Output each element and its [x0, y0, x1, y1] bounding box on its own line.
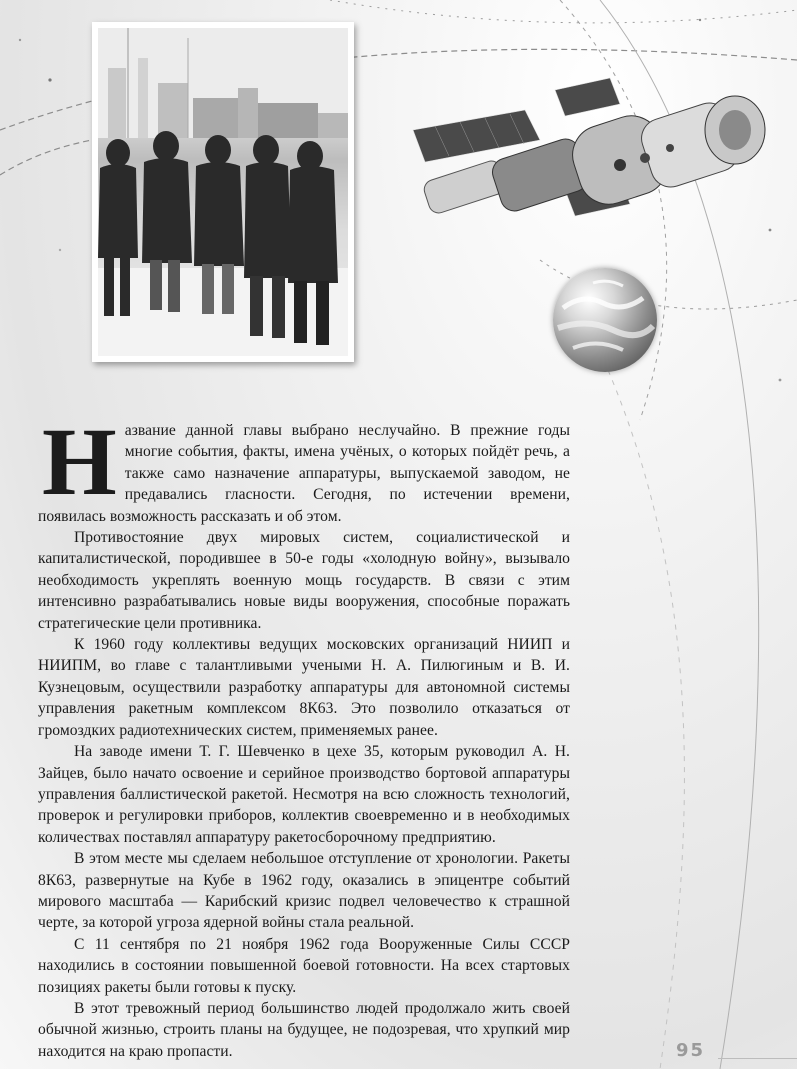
- paragraph-text: азвание данной главы выбрано неслучайно. В прежние годы многие события, факты, имена учёных, о которых пойдёт речь, а также само назначение аппаратуры, выпускаемой заводом, не предавались гласности. Сегодня, по истечении времени, появилась возможность рассказать и об этом.: [38, 422, 570, 525]
- paragraph-intro: [38, 408, 570, 527]
- paragraph: Противостояние двух мировых систем, социалистической и капиталистической, породившее в 50-е годы «холодную войну», вызывало необходимость укреплять военную мощь государств. В связи с этим интенсивно разрабатывались новые виды вооружения, способные поражать стратегические цели противника.: [38, 529, 570, 632]
- article-body: [38, 408, 570, 1062]
- satellite-image: [405, 70, 797, 260]
- paragraph: В этот тревожный период большинство людей продолжало жить своей обычной жизнью, строить планы на будущее, не подозревая, что хрупкий мир находится на краю пропасти.: [38, 999, 570, 1060]
- paragraph: В этом месте мы сделаем небольшое отступление от хронологии. Ракеты 8К63, развернутые на Кубе в 1962 году, оказались в эпицентре событий мирового масштаба — Карибский кризис подвел человечество к страшной черте, за которой угроза ядерной войны стала реальной.: [38, 850, 570, 932]
- earth-image: [553, 268, 657, 372]
- page-number: 95: [676, 1040, 706, 1061]
- paragraph: К 1960 году коллективы ведущих московских организаций НИИП и НИИПМ, во главе с талантливыми учеными Н. А. Пилюгиным и В. И. Кузнецовым, осуществили разработку аппаратуры для автономной системы управления ракетным комплексом 8К63. Это позволило отказаться от громоздких радиотехнических систем, применяемых ранее.: [38, 636, 570, 739]
- paragraph: На заводе имени Т. Г. Шевченко в цехе 35, которым руководил А. Н. Зайцев, было начато освоение и серийное производство бортовой аппаратуры управления баллистической ракетой. Несмотря на всю сложность технологий, проверок и регулировки приборов, коллектив своевременно и в необходимых количествах поставлял аппаратуру ракетосборочному предприятию.: [38, 743, 570, 846]
- drop-cap: Н: [42, 408, 117, 515]
- group-photo: [92, 22, 354, 362]
- paragraph: С 11 сентября по 21 ноября 1962 года Вооруженные Силы СССР находились в состоянии повышенной боевой готовности. На всех стартовых позициях ракеты были готовы к пуску.: [38, 935, 570, 996]
- page-number-rule: [718, 1058, 797, 1059]
